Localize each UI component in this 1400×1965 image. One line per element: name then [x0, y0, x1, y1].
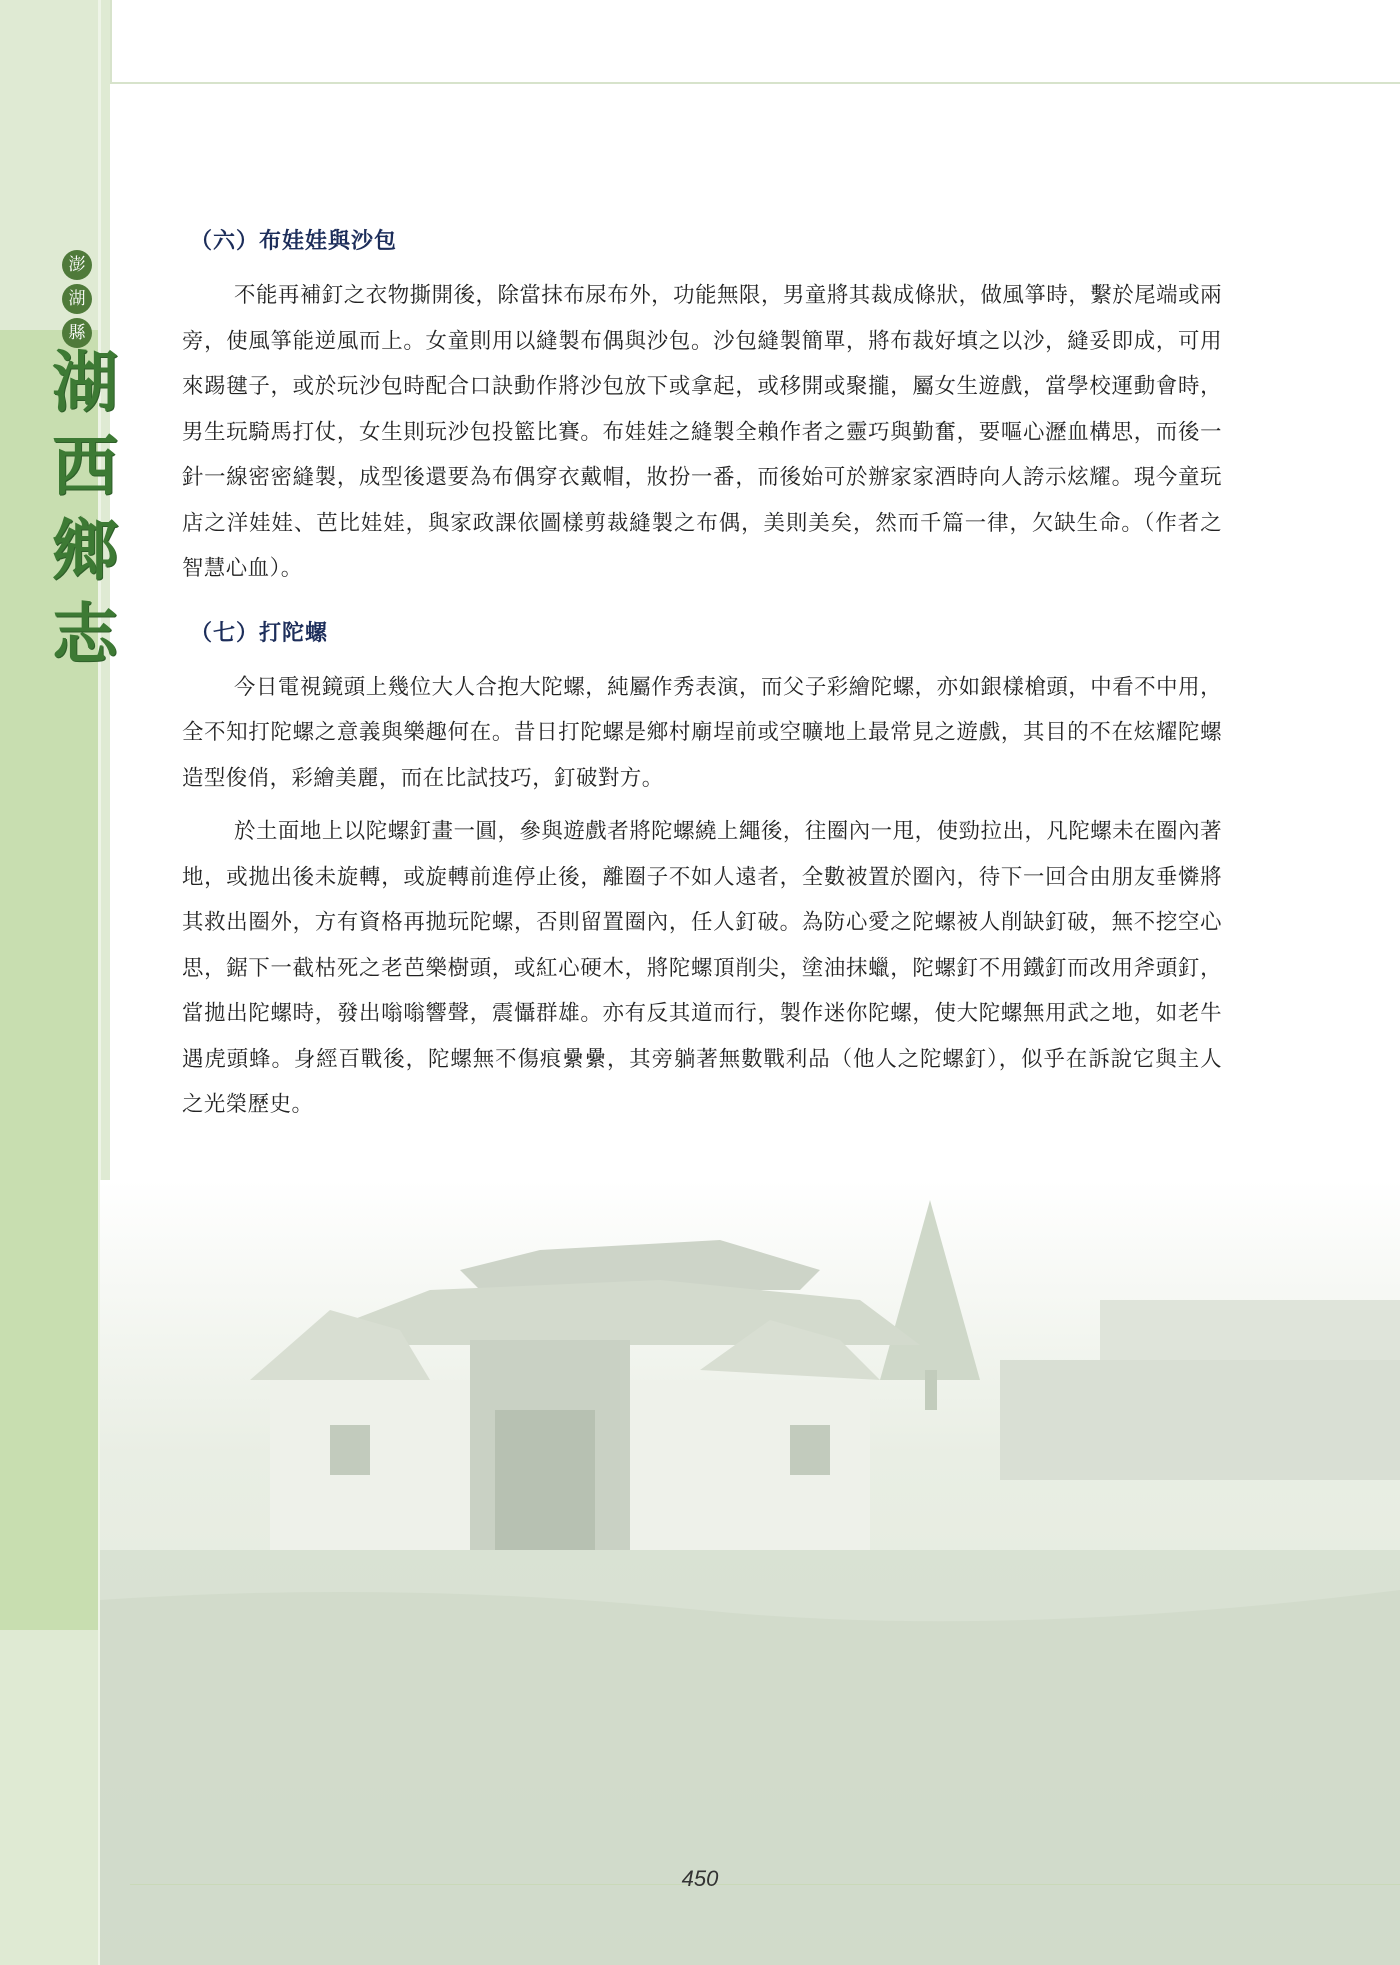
book-title-char: 志: [52, 595, 118, 673]
county-char: 湖: [62, 284, 92, 314]
header-rule: [110, 82, 1400, 84]
paragraph: 不能再補釘之衣物撕開後，除當抹布尿布外，功能無限，男童將其裁成條狀，做風箏時，繫於尾端或兩旁，使風箏能逆風而上。女童則用以縫製布偶與沙包。沙包縫製簡單，將布裁好填之以沙，縫妥即成，可用來踢毽子，或於玩沙包時配合口訣動作將沙包放下或拿起，或移開或聚攏，屬女生遊戲，當學校運動會時，男生玩騎馬打仗，女生則玩沙包投籃比賽。布娃娃之縫製全賴作者之靈巧與勤奮，要嘔心瀝血構思，而後一針一線密密縫製，成型後還要為布偶穿衣戴帽，妝扮一番，而後始可於辦家家酒時向人誇示炫耀。現今童玩店之洋娃娃、芭比娃娃，與家政課依圖樣剪裁縫製之布偶，美則美矣，然而千篇一律，欠缺生命。（作者之智慧心血）。: [182, 283, 1222, 581]
paragraph: 於土面地上以陀螺釘畫一圓，參與遊戲者將陀螺繞上繩後，往圈內一甩，使勁拉出，凡陀螺未在圈內著地，或拋出後未旋轉，或旋轉前進停止後，離圈子不如人遠者，全數被置於圈內，待下一回合由朋友垂憐將其救出圈外，方有資格再拋玩陀螺，否則留置圈內，任人釘破。為防心愛之陀螺被人削缺釘破，無不挖空心思，鋸下一截枯死之老芭樂樹頭，或紅心硬木，將陀螺頂削尖，塗油抹蠟，陀螺釘不用鐵釘而改用斧頭釘，當拋出陀螺時，發出嗡嗡響聲，震懾群雄。亦有反其道而行，製作迷你陀螺，使大陀螺無用武之地，如老牛遇虎頭蜂。身經百戰後，陀螺無不傷痕纍纍，其旁躺著無數戰利品（他人之陀螺釘），似乎在訴說它與主人之光榮歷史。: [182, 819, 1222, 1117]
book-title-char: 鄉: [52, 511, 118, 589]
county-char: 澎: [62, 250, 92, 280]
background-temple-photo: [100, 1180, 1400, 1965]
book-title: [50, 340, 120, 676]
section-heading: （六）布娃娃與沙包: [190, 228, 398, 254]
temple-illustration: [100, 1180, 1400, 1965]
paragraph: 今日電視鏡頭上幾位大人合抱大陀螺，純屬作秀表演，而父子彩繪陀螺，亦如銀樣槍頭，中看不中用，全不知打陀螺之意義與樂趣何在。昔日打陀螺是鄉村廟埕前或空曠地上最常見之遊戲，其目的不在炫耀陀螺造型俊俏，彩繪美麗，而在比試技巧，釘破對方。: [182, 674, 1222, 791]
header-rule-vertical: [110, 0, 112, 82]
page-number: 450: [681, 1866, 719, 1891]
section-heading: （七）打陀螺: [190, 619, 329, 646]
county-char: 縣: [62, 318, 92, 348]
page-content: [182, 200, 1222, 1136]
book-title-char: 西: [52, 427, 118, 505]
book-title-char: 湖: [52, 343, 118, 421]
county-seal: [60, 250, 94, 348]
